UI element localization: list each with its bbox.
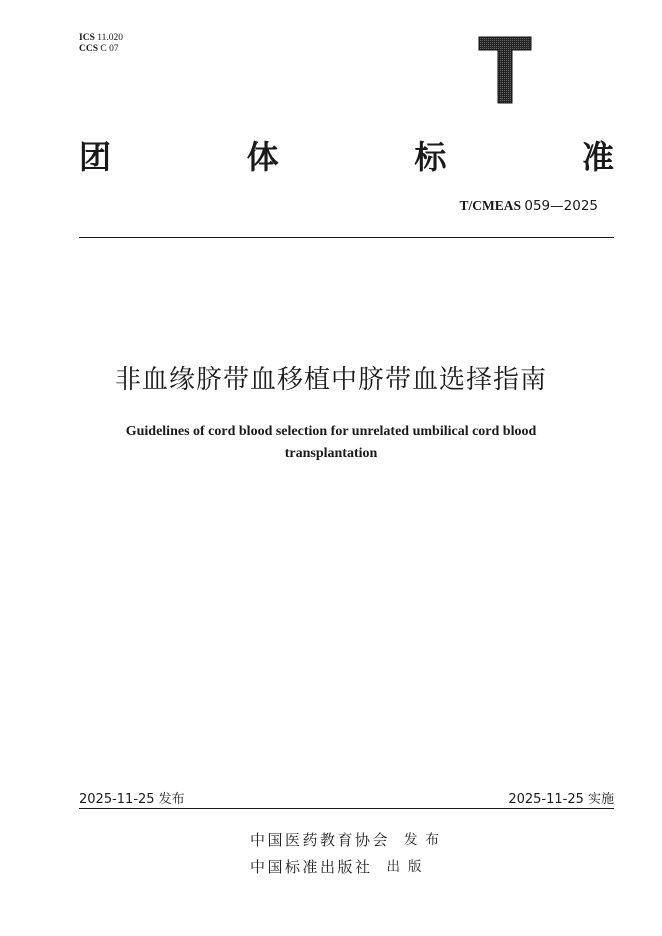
ics-line	[79, 33, 123, 44]
standard-number	[459, 198, 598, 214]
issue-date: 2025-11-25 发布	[79, 792, 185, 807]
implement-date: 2025-11-25 实施	[508, 792, 614, 807]
standard-type-char: 标	[414, 138, 447, 176]
english-title: Guidelines of cord blood selection for unrelated umbilical cord blood transplantation	[125, 424, 537, 461]
ics-code: 11.020	[97, 33, 123, 43]
publisher-org: 中国标准出版社	[250, 858, 373, 876]
ics-label: ICS	[79, 33, 95, 43]
issuer-role: 发布	[404, 832, 448, 848]
standard-t-logo	[478, 36, 532, 104]
standard-number-prefix: T/CMEAS	[459, 198, 521, 213]
ccs-label: CCS	[79, 44, 99, 54]
ccs-code: C 07	[100, 44, 119, 54]
issuer-line	[250, 827, 447, 854]
standard-type-char: 准	[581, 138, 614, 176]
standard-type-char: 团	[79, 138, 112, 176]
publisher-line	[250, 854, 447, 881]
standard-number-code: 059—2025	[524, 198, 598, 214]
issuer-org: 中国医药教育协会	[250, 831, 391, 849]
ccs-line	[79, 44, 123, 55]
date-row	[79, 788, 614, 807]
classification-codes	[79, 33, 123, 55]
chinese-title: 非血缘脐带血移植中脐带血选择指南	[114, 365, 547, 395]
top-divider	[79, 237, 614, 238]
publisher-role: 出版	[386, 859, 430, 875]
issuers	[250, 827, 447, 881]
standard-type-heading	[79, 132, 614, 178]
bottom-divider	[79, 808, 614, 809]
standard-type-char: 体	[246, 138, 279, 176]
